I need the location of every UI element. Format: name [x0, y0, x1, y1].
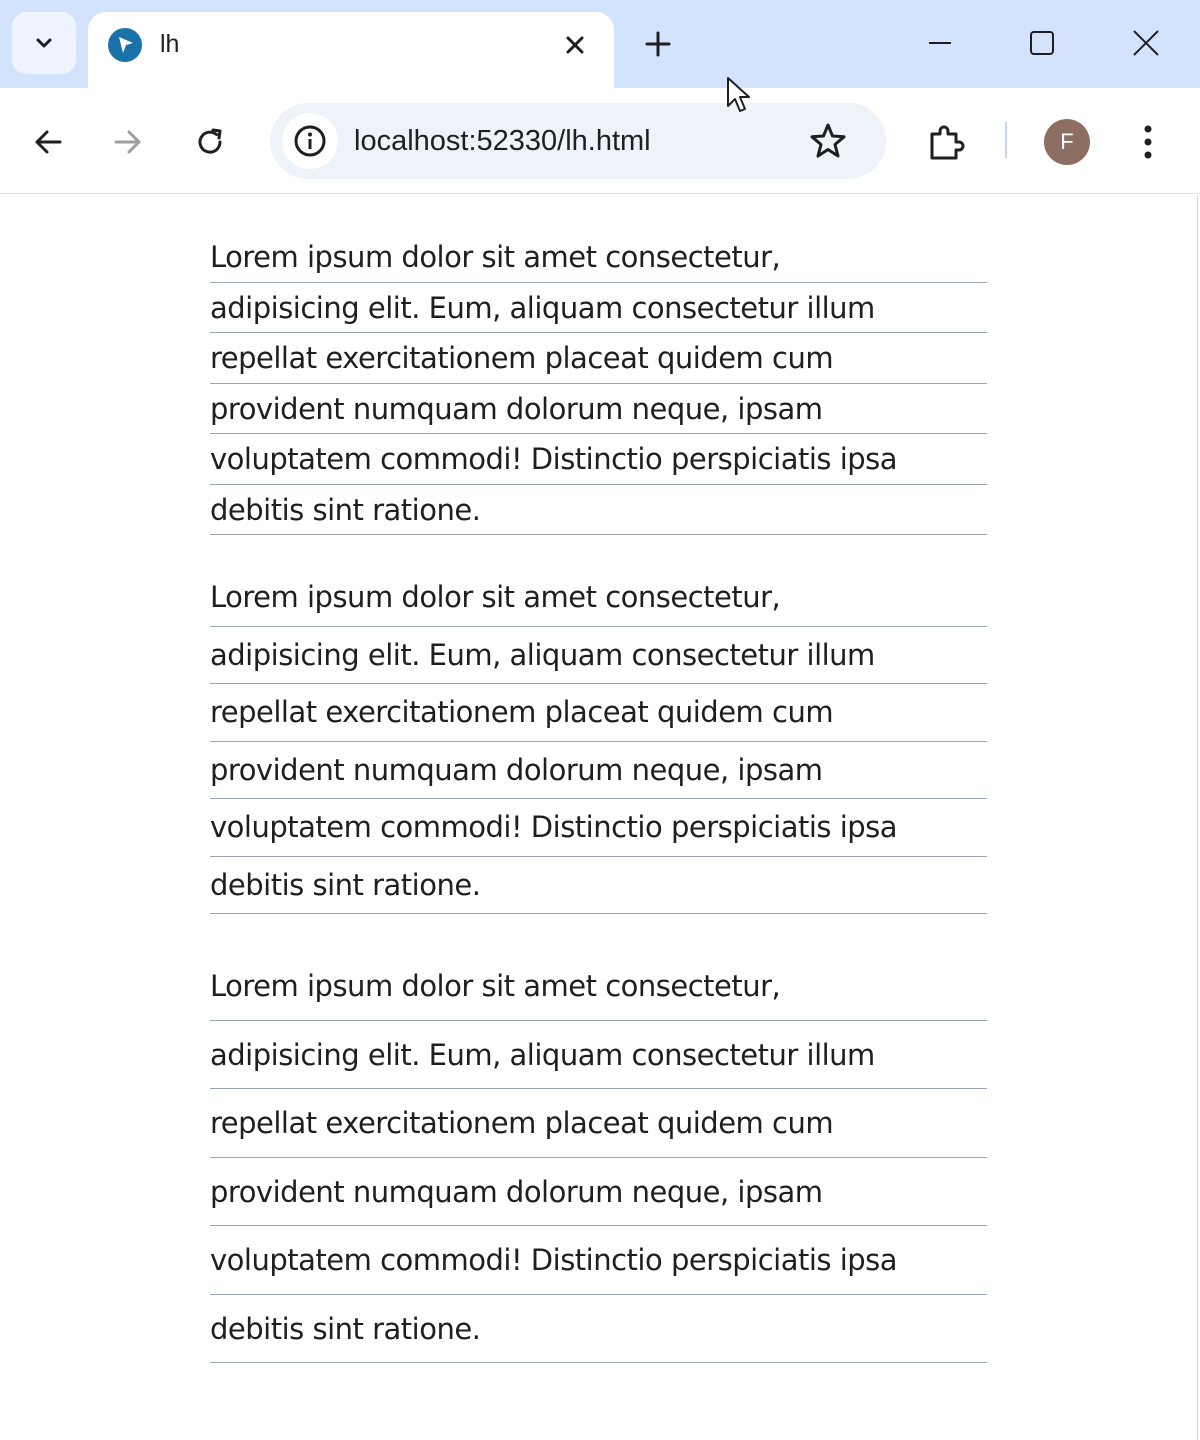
close-icon — [1132, 29, 1160, 57]
text-line: provident numquam dolorum neque, ipsam — [210, 1158, 987, 1227]
text-line: voluptatem commodi! Distinctio perspiciatis ipsa — [210, 799, 987, 857]
puzzle-icon — [926, 122, 966, 162]
profile-avatar[interactable]: F — [1044, 119, 1090, 165]
tab-title: lh — [160, 30, 180, 58]
text-line: Lorem ipsum dolor sit amet consectetur, — [210, 952, 987, 1021]
new-tab-button[interactable] — [636, 22, 680, 66]
text-line: repellat exercitationem placeat quidem cum — [210, 333, 987, 384]
browser-titlebar — [0, 0, 1200, 88]
minimize-button[interactable] — [910, 16, 970, 70]
extensions-button[interactable] — [922, 118, 970, 166]
text-line: provident numquam dolorum neque, ipsam — [210, 742, 987, 800]
text-line: debitis sint ratione. — [210, 485, 987, 536]
text-line: adipisicing elit. Eum, aliquam consectetur illum — [210, 283, 987, 334]
favicon-icon — [108, 28, 142, 62]
text-line: Lorem ipsum dolor sit amet consectetur, — [210, 232, 987, 283]
arrow-right-icon — [112, 126, 144, 158]
paragraph — [210, 232, 987, 535]
address-bar[interactable] — [270, 103, 886, 179]
star-icon — [809, 122, 847, 160]
close-icon — [565, 35, 585, 55]
text-line: debitis sint ratione. — [210, 1295, 987, 1364]
arrow-left-icon — [32, 126, 64, 158]
tab-search-button[interactable] — [12, 12, 76, 74]
browser-toolbar — [0, 88, 1200, 194]
page-content — [0, 195, 1198, 1440]
forward-button[interactable] — [104, 118, 152, 166]
text-line: voluptatem commodi! Distinctio perspiciatis ipsa — [210, 1226, 987, 1295]
maximize-icon — [1029, 30, 1055, 56]
more-vert-icon — [1143, 124, 1153, 160]
reload-icon — [194, 126, 226, 158]
text-line: provident numquam dolorum neque, ipsam — [210, 384, 987, 435]
reload-button[interactable] — [186, 118, 234, 166]
back-button[interactable] — [24, 118, 72, 166]
plus-icon — [645, 31, 671, 57]
mouse-cursor-icon — [726, 76, 752, 114]
text-line: Lorem ipsum dolor sit amet consectetur, — [210, 569, 987, 627]
text-line: debitis sint ratione. — [210, 857, 987, 915]
text-line: voluptatem commodi! Distinctio perspiciatis ipsa — [210, 434, 987, 485]
text-line: adipisicing elit. Eum, aliquam consectetur illum — [210, 627, 987, 685]
browser-tab[interactable] — [88, 12, 614, 90]
info-icon — [293, 124, 327, 158]
window-close-button[interactable] — [1116, 16, 1176, 70]
menu-button[interactable] — [1124, 118, 1172, 166]
url-text[interactable]: localhost:52330/lh.html — [354, 125, 651, 157]
text-line: adipisicing elit. Eum, aliquam consectetur illum — [210, 1021, 987, 1090]
text-line: repellat exercitationem placeat quidem cum — [210, 1089, 987, 1158]
minimize-icon — [927, 30, 953, 56]
text-line: repellat exercitationem placeat quidem cum — [210, 684, 987, 742]
maximize-button[interactable] — [1012, 16, 1072, 70]
tab-close-button[interactable] — [560, 30, 590, 60]
paragraph — [210, 569, 987, 914]
bookmark-button[interactable] — [808, 121, 848, 161]
chevron-down-icon — [33, 32, 55, 54]
toolbar-divider — [1005, 122, 1007, 158]
paragraph — [210, 952, 987, 1363]
site-info-button[interactable] — [282, 113, 338, 169]
